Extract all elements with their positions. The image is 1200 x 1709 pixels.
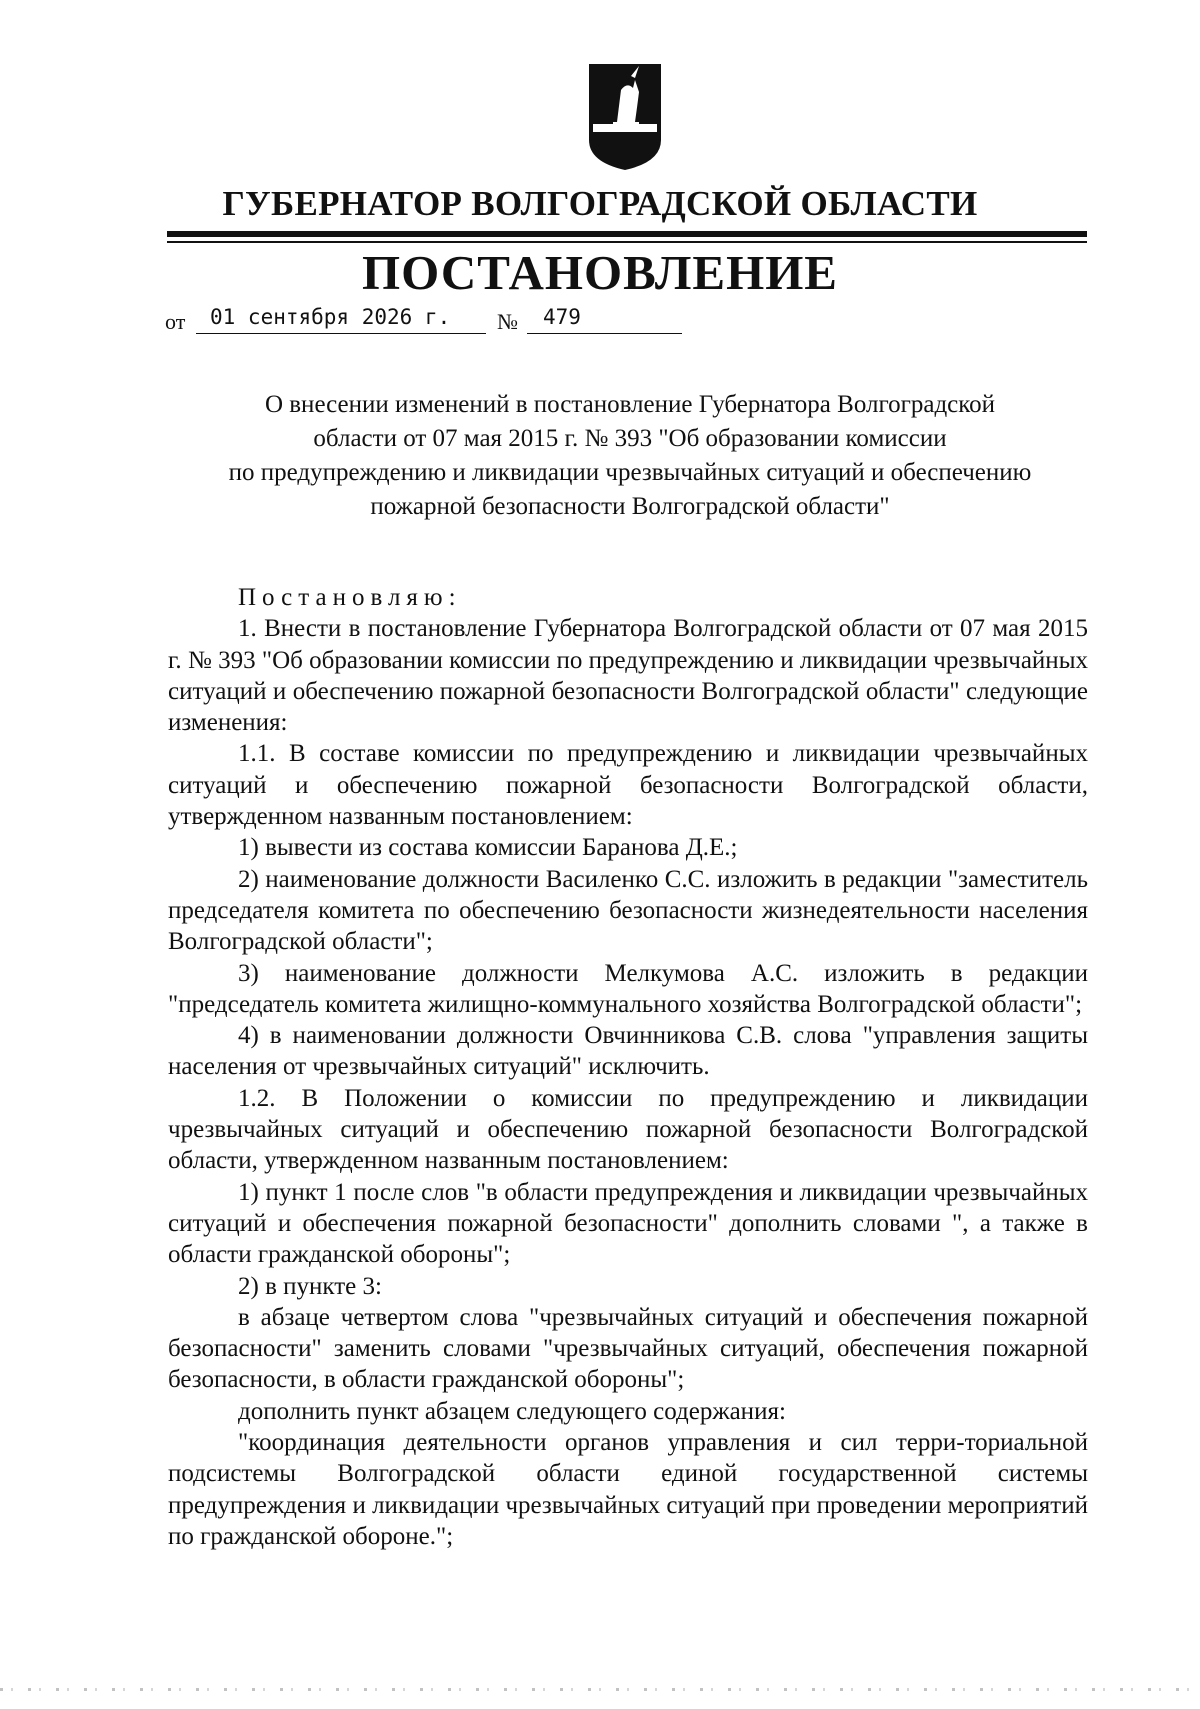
document-body: [168, 582, 1088, 1552]
subject-line: пожарной безопасности Волгоградской области": [370, 493, 890, 520]
body-paragraph: 3) наименование должности Мелкумова А.С. изложить в редакции "председатель комитета жилищно-коммунального хозяйства Волгоградской области";: [168, 959, 1088, 1018]
body-paragraph: "координация деятельности органов управления и сил терри-ториальной подсистемы Волгоградской области единой государственной системы предупреждения и ликвидации чрезвычайных ситуаций при проведении мероприятий по гражданской обороне.";: [168, 1429, 1088, 1550]
date-label: от: [165, 309, 186, 334]
number-label: №: [497, 309, 518, 334]
header-rule-thin: [167, 241, 1087, 243]
document-type: ПОСТАНОВЛЕНИЕ: [362, 245, 838, 300]
subject-line: по предупреждению и ликвидации чрезвычайных ситуаций и обеспечению: [228, 459, 1032, 486]
date-underline: [196, 333, 486, 334]
body-paragraph: 1.1. В составе комиссии по предупреждению и ликвидации чрезвычайных ситуаций и обеспечению пожарной безопасности Волгоградской области, утвержденном названным постановлением:: [168, 740, 1088, 831]
body-paragraph: 2) в пункте 3:: [238, 1272, 382, 1300]
body-paragraph: 2) наименование должности Василенко С.С. изложить в редакции "заместитель председателя комитета по обеспечению безопасности жизнедеятельности населения Волгоградской области";: [168, 865, 1088, 956]
subject-line: О внесении изменений в постановление Губернатора Волгоградской: [264, 391, 996, 418]
body-paragraph: в абзаце четвертом слова "чрезвычайных ситуаций и обеспечения пожарной безопасности" заменить словами "чрезвычайных ситуаций, обеспечения пожарной безопасности, в области гражданской обороны";: [168, 1303, 1088, 1394]
body-paragraph: 4) в наименовании должности Овчинникова С.В. слова "управления защиты населения от чрезвычайных ситуаций" исключить.: [168, 1022, 1088, 1081]
body-paragraph: 1.2. В Положении о комиссии по предупреждению и ликвидации чрезвычайных ситуаций и обеспечению пожарной безопасности Волгоградской области, утвержденном названным постановлением:: [168, 1084, 1088, 1175]
body-paragraph: 1) пункт 1 после слов "в области предупреждения и ликвидации чрезвычайных ситуаций и обеспечения пожарной безопасности" дополнить словами ", а также в области гражданской обороны";: [168, 1178, 1088, 1269]
number-underline: [527, 333, 682, 334]
number-value: 479: [543, 305, 581, 329]
body-paragraph: 1) вывести из состава комиссии Баранова Д.Е.;: [238, 834, 738, 862]
coat-of-arms-icon: [587, 62, 663, 172]
document-subject: [160, 388, 1100, 524]
date-value: 01 сентября 2026 г.: [210, 305, 451, 329]
body-paragraph: дополнить пункт абзацем следующего содержания:: [238, 1397, 786, 1425]
body-paragraph: 1. Внести в постановление Губернатора Волгоградской области от 07 мая 2015 г. № 393 "Об образовании комиссии по предупреждению и ликвидации чрезвычайных ситуаций и обеспечению пожарной безопасности Волгоградской области" следующие изменения:: [168, 615, 1088, 737]
header-rule-thick: [167, 231, 1087, 237]
issuer-title: ГУБЕРНАТОР ВОЛГОГРАДСКОЙ ОБЛАСТИ: [222, 184, 978, 223]
scan-noise: [0, 1688, 1200, 1691]
subject-line: области от 07 мая 2015 г. № 393 "Об образовании комиссии: [313, 425, 947, 452]
resolution-opening: Постановляю:: [238, 584, 462, 611]
